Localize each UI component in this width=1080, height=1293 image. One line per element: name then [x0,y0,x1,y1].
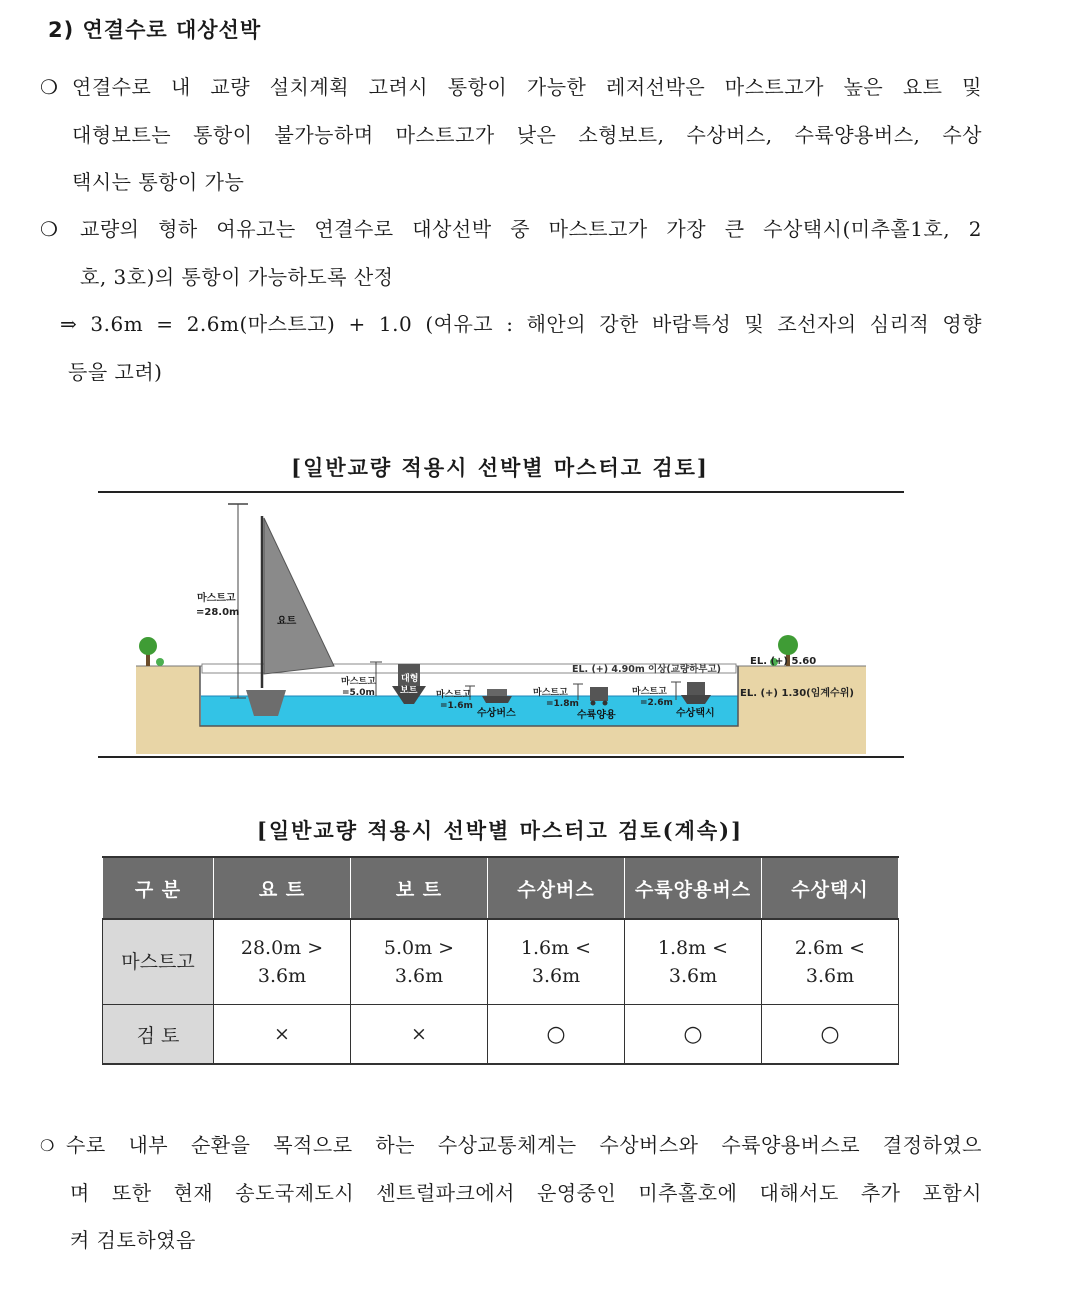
review-circle-icon: ○ [762,1005,899,1065]
bus-label: 수상버스 [477,708,516,719]
paragraph-line: 교량의 형하 여유고는 연결수로 대상선박 중 마스트고가 가장 큰 수상택시(미추홀1호, 2 [80,217,982,241]
paragraph-line: 택시는 통항이 가능 [72,170,245,194]
boat-top-label: 대형 [401,674,419,684]
paragraph-line: 며 또한 현재 송도국제도시 센트럴파크에서 운영중인 미추홀호에 대해서도 추가 포함시 [70,1180,982,1205]
boat-mast-label: 마스트고 [341,677,376,687]
bridge-elevation-label: EL. (+) 4.90m 이상(교량하부고) [572,664,721,675]
channel-bed [200,726,738,754]
tree-icon [139,637,164,666]
header-water-taxi: 수상택시 [762,857,899,919]
table-cell: 28.0m > 3.6m [214,919,351,1005]
table-row [103,1005,899,1065]
review-circle-icon: ○ [488,1005,625,1065]
boat-mast-value: =5.0m [342,688,375,698]
header-yacht: 요 트 [214,857,351,919]
vessel-clearance-diagram [0,490,1080,770]
review-cross-icon: × [214,1005,351,1065]
calculation-note [60,301,982,396]
table-cell: 1.6m < 3.6m [488,919,625,1005]
taxi-label: 수상택시 [676,708,715,719]
header-boat: 보 트 [351,857,488,919]
ground-elevation-label: EL. (+) 5.60 [750,656,817,667]
yacht-illustration [228,504,334,716]
water-elevation-label: EL. (+) 1.30(임계수위) [740,688,854,699]
amphi-label: 수륙양용 [577,710,616,721]
table-cell: 2.6m < 3.6m [762,919,899,1005]
bullet-icon: ❍ [40,1136,55,1155]
header-amphibious-bus: 수륙양용버스 [625,857,762,919]
review-cross-icon: × [351,1005,488,1065]
header-water-bus: 수상버스 [488,857,625,919]
bus-mast-value: =1.6m [440,701,473,711]
bullet-icon: ❍ [40,75,59,99]
bus-mast-label: 마스트고 [436,690,471,700]
paragraph-4 [40,1122,982,1265]
figure-bottom-rule [98,756,904,758]
paragraph-line: 켜 검토하였음 [70,1228,196,1252]
amphi-mast-label: 마스트고 [533,688,568,698]
paragraph-line: 수로 내부 순환을 목적으로 하는 수상교통체계는 수상버스와 수륙양용버스로 결정하였으 [66,1133,982,1157]
yacht-mast-label: 마스트고 [197,593,236,604]
paragraph-line: 대형보트는 통항이 불가능하며 마스트고가 낮은 소형보트, 수상버스, 수륙양용버스, 수상 [72,122,982,147]
row-label-mast-height: 마스트고 [103,919,214,1005]
header-category: 구 분 [103,857,214,919]
table-row [103,919,899,1005]
table-cell: 5.0m > 3.6m [351,919,488,1005]
row-label-review: 검 토 [103,1005,214,1065]
review-circle-icon: ○ [625,1005,762,1065]
paragraph-line: 등을 고려) [68,359,163,384]
paragraph-2 [40,206,982,301]
table-cell: 1.8m < 3.6m [625,919,762,1005]
table-title: [일반교량 적용시 선박별 마스터고 검토(계속)] [256,818,744,843]
yacht-mast-value: =28.0m [196,607,240,618]
bullet-icon: ❍ [40,217,59,241]
paragraph-line: ⇒ 3.6m = 2.6m(마스트고) + 1.0 (여유고 : 해안의 강한 바람특성 및 조선자의 심리적 영향 [60,312,982,336]
amphi-mast-value: =1.8m [546,699,579,709]
paragraph-line: 호, 3호)의 통항이 가능하도록 산정 [80,264,394,289]
section-heading: 2) 연결수로 대상선박 [48,18,262,42]
paragraph-1 [40,64,982,207]
taxi-mast-value: =2.6m [640,698,673,708]
taxi-mast-label: 마스트고 [632,687,667,697]
right-bank [738,666,866,754]
yacht-label: 요트 [277,616,297,627]
boat-label: 보트 [400,686,418,696]
table-header-row [103,857,899,919]
vessel-review-table [102,856,899,1065]
figure-title: [일반교량 적용시 선박별 마스터고 검토] [291,455,709,480]
paragraph-line: 연결수로 내 교량 설치계획 고려시 통항이 가능한 레저선박은 마스트고가 높은 요트 및 [72,75,982,99]
left-bank [136,666,200,754]
